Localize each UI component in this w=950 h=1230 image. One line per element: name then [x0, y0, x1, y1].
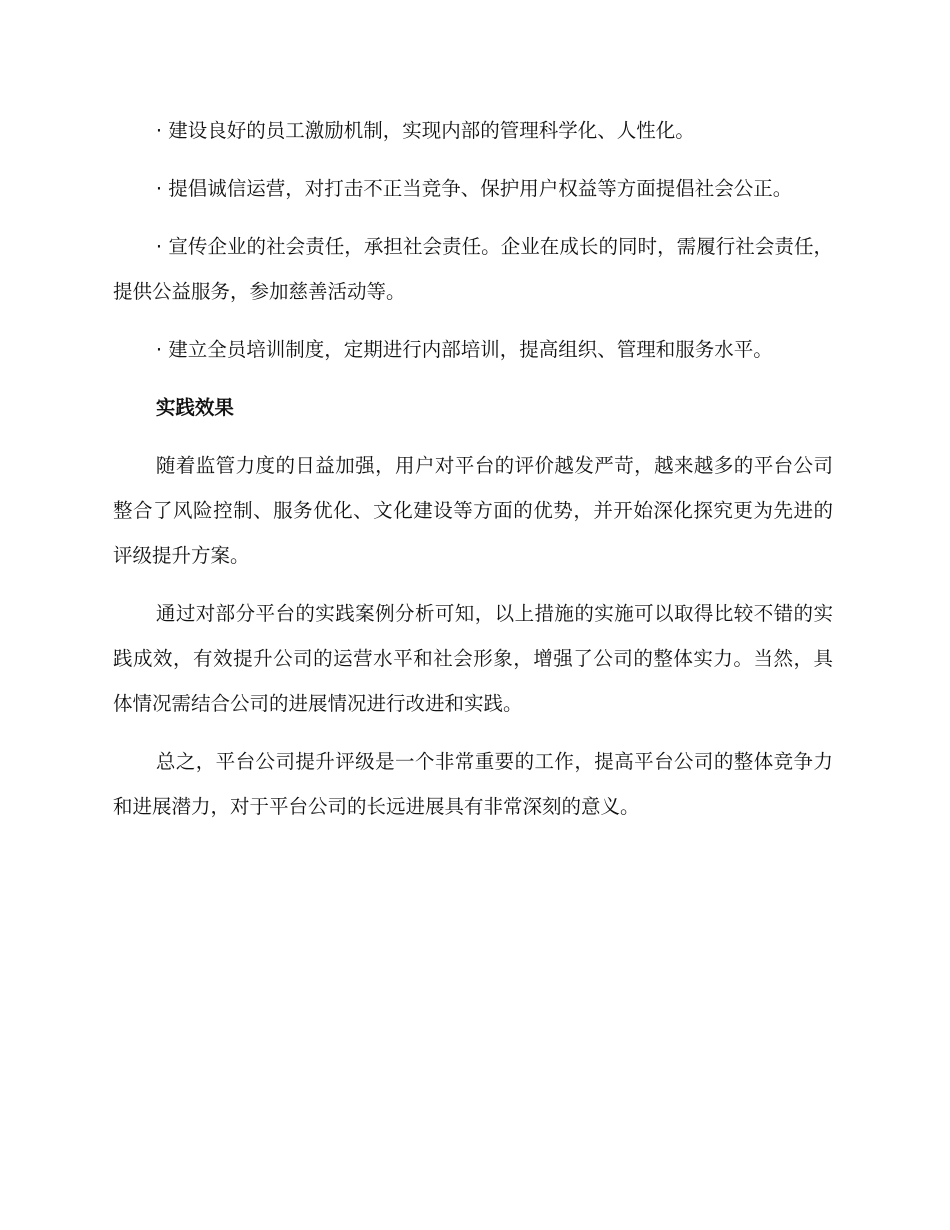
bullet-item-training: · 建立全员培训制度，定期进行内部培训，提高组织、管理和服务水平。 — [155, 338, 773, 361]
paragraph-conclusion: 总之，平台公司提升评级是一个非常重要的工作，提高平台公司的整体竞争力和进展潜力，对于平台公司的长远进展具有非常深刻的意义。 — [113, 750, 833, 818]
bullet-item-integrity: · 提倡诚信运营，对打击不正当竞争、保护用户权益等方面提倡社会公正。 — [155, 177, 793, 200]
bullet-item-incentive: · 建设良好的员工激励机制，实现内部的管理科学化、人性化。 — [155, 119, 695, 142]
document-body — [113, 108, 833, 842]
paragraph-case-analysis: 通过对部分平台的实践案例分析可知，以上措施的实施可以取得比较不错的实践成效，有效提升公司的运营水平和社会形象，增强了公司的整体实力。当然，具体情况需结合公司的进展情况进行改进和实践。 — [113, 602, 833, 715]
section-heading: 实践效果 — [155, 396, 234, 419]
bullet-item-social-responsibility: · 宣传企业的社会责任，承担社会责任。企业在成长的同时，需履行社会责任，提供公益服务，参加慈善活动等。 — [113, 235, 833, 303]
paragraph-regulation: 随着监管力度的日益加强，用户对平台的评价越发严苛，越来越多的平台公司整合了风险控制、服务优化、文化建设等方面的优势，并开始深化探究更为先进的评级提升方案。 — [113, 454, 833, 567]
